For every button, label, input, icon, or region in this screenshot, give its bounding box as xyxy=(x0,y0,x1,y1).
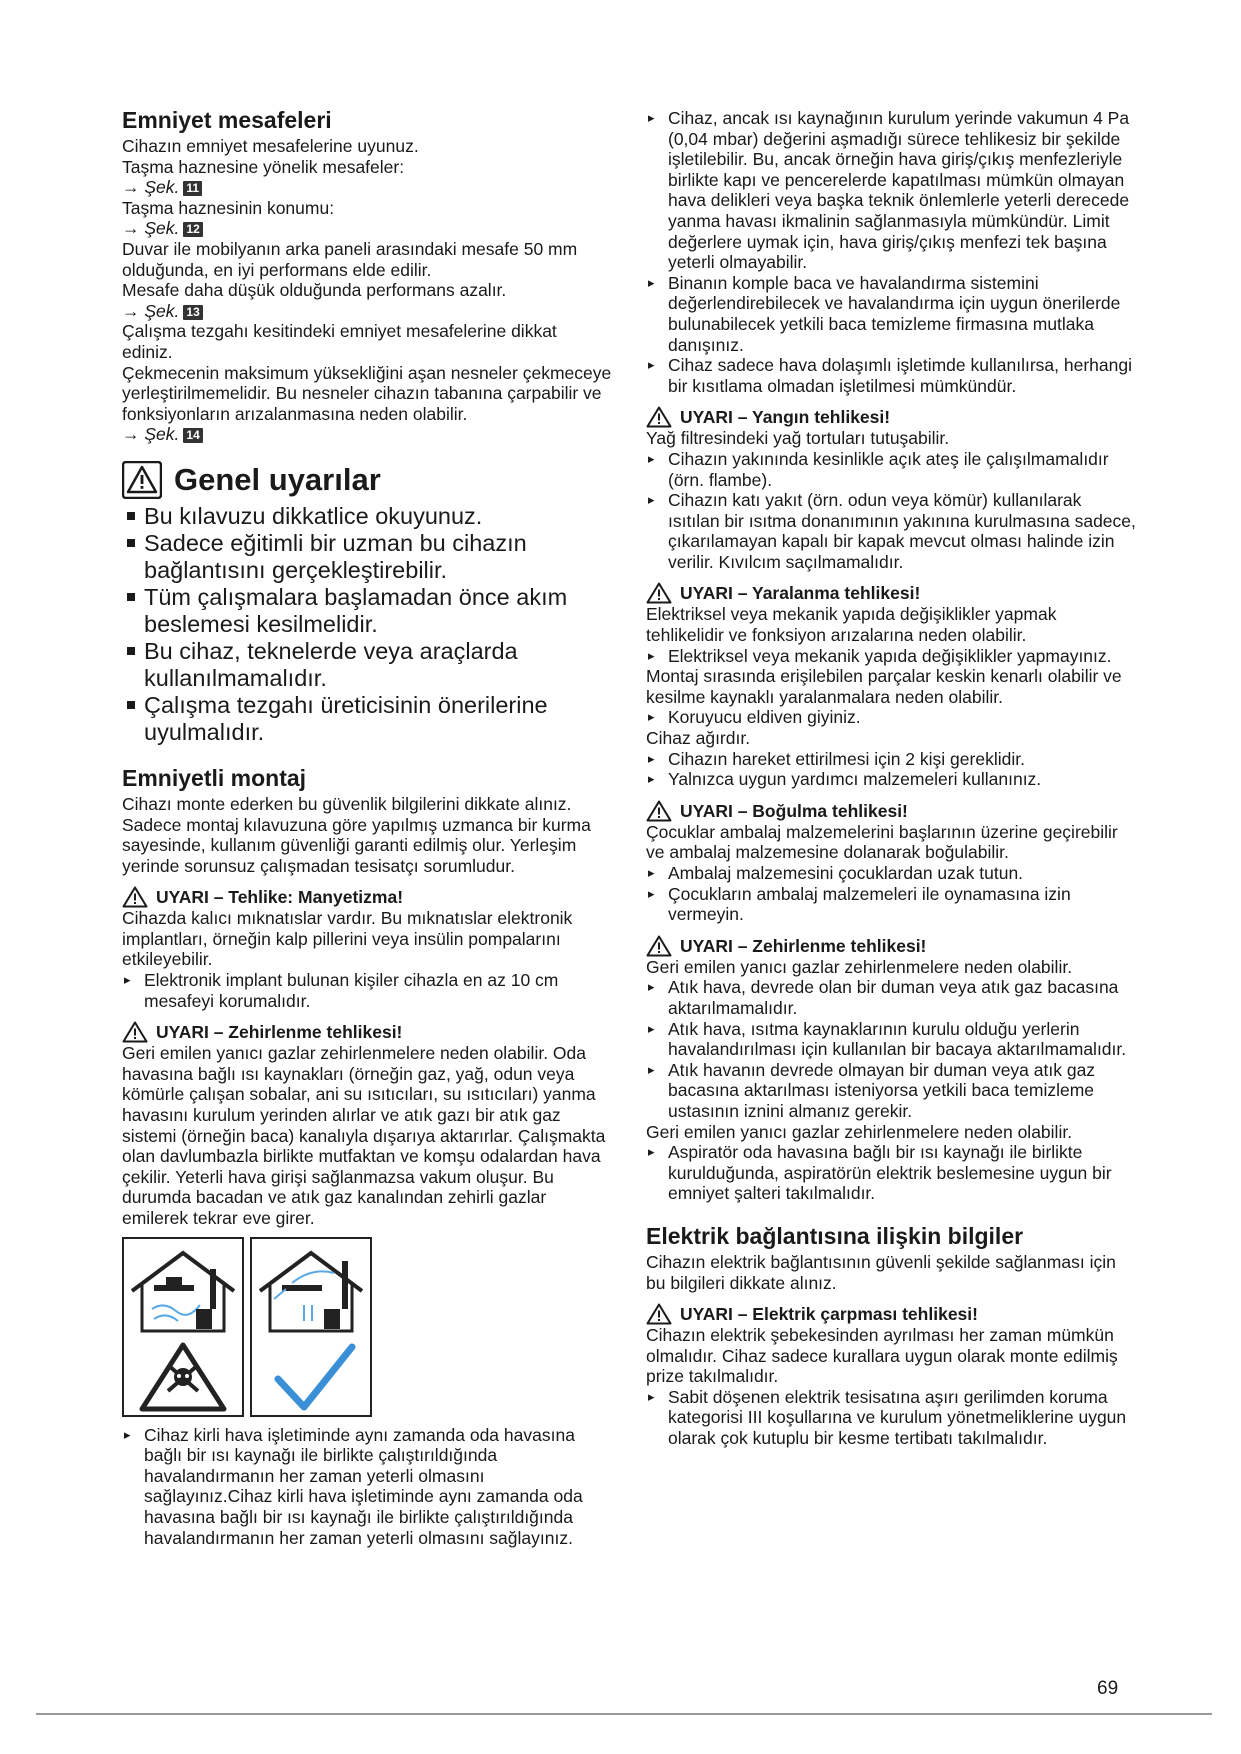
list-item: Tüm çalışmalara başlamadan önce akım beslemesi kesilmelidir. xyxy=(122,584,612,638)
text: Duvar ile mobilyanın arka paneli arasındaki mesafe 50 mm olduğunda, en iyi performans elde edilir. xyxy=(122,238,578,280)
page-number: 69 xyxy=(1097,1678,1119,1699)
bullet-item: ▸ Elektriksel veya mekanik yapıda değişiklikler yapmayınız. xyxy=(646,646,1136,667)
text: Taşma haznesine yönelik mesafeler: xyxy=(122,156,405,177)
figure-number: 13 xyxy=(183,305,202,320)
text: Cihazda kalıcı mıknatıslar vardır. Bu mıknatıslar elektronik implantları, örneğin kalp pillerini veya insülin pompalarını etkileyebilir. xyxy=(122,908,573,970)
text: Çekmecenin maksimum yüksekliğini aşan nesneler çekmeceye yerleştirilmemelidir. Bu nesneler cihazın tabanına çarpabilir ve fonksiyonların arızalanmasına neden olabilir. xyxy=(122,362,612,424)
footer-divider xyxy=(36,1713,1212,1715)
text: Geri emilen yanıcı gazlar zehirlenmelere neden olabilir. xyxy=(646,1121,1073,1142)
section-title-electrical: Elektrik bağlantısına ilişkin bilgiler xyxy=(646,1222,1024,1249)
text: Yağ filtresindeki yağ tortuları tutuşabilir. xyxy=(646,428,950,449)
text: Çocuklar ambalaj malzemelerini başlarının üzerine geçirebilir ve ambalaj malzemesine dolanarak boğulabilir. xyxy=(646,821,1118,863)
bullet-item: ▸ Yalnızca uygun yardımcı malzemeleri kullanınız. xyxy=(646,769,1136,790)
section-title-safe-mounting: Emniyetli montaj xyxy=(122,764,307,791)
text: Geri emilen yanıcı gazlar zehirlenmelere neden olabilir. xyxy=(646,956,1073,977)
text: Mesafe daha düşük olduğunda performans azalır. xyxy=(122,280,507,301)
figure-wrong-installation xyxy=(122,1237,244,1417)
list-item: Çalışma tezgahı üreticisinin önerilerine uyulmalıdır. xyxy=(122,692,612,746)
warning-heading-fire: UYARI – Yangın tehlikesi! xyxy=(646,406,1136,428)
text: Cihazı monte ederken bu güvenlik bilgilerini dikkate alınız. xyxy=(122,793,572,814)
warning-heading-injury: UYARI – Yaralanma tehlikesi! xyxy=(646,582,1136,604)
list-item: Sadece eğitimli bir uzman bu cihazın bağlantısını gerçekleştirebilir. xyxy=(122,530,612,584)
bullet-item: ▸ Koruyucu eldiven giyiniz. xyxy=(646,707,1136,728)
warning-triangle-icon xyxy=(122,1021,148,1043)
warning-triangle-icon xyxy=(646,935,672,957)
figure-correct-installation xyxy=(250,1237,372,1417)
figure-number: 14 xyxy=(183,428,202,443)
list-item: Bu kılavuzu dikkatlice okuyunuz. xyxy=(122,503,612,530)
bullet-item: ▸ Atık hava, ısıtma kaynaklarının kurulu olduğu yerlerin havalandırılması için kullanılan bir bacaya aktarılmamalıdır. xyxy=(646,1019,1136,1060)
warning-book-icon xyxy=(122,461,162,499)
general-warnings-heading xyxy=(122,461,612,499)
figure-ref: → Şek. 13 xyxy=(122,301,612,322)
bullet-item: ▸ Aspiratör oda havasına bağlı bir ısı kaynağı ile birlikte kurulduğunda, aspiratörün elektrik beslemesine uygun bir emniyet şalteri takılmalıdır. xyxy=(646,1142,1136,1204)
text: Taşma haznesinin konumu: xyxy=(122,197,335,218)
general-warnings-title: Genel uyarılar xyxy=(174,461,381,497)
warning-heading-poisoning: UYARI – Zehirlenme tehlikesi! xyxy=(646,935,1136,957)
warning-triangle-icon xyxy=(122,886,148,908)
text: Cihazın elektrik bağlantısının güvenli şekilde sağlanması için bu bilgileri dikkate alınız. xyxy=(646,1251,1116,1293)
warning-triangle-icon xyxy=(646,800,672,822)
warning-heading: UYARI – Zehirlenme tehlikesi! xyxy=(122,1021,612,1043)
text: Montaj sırasında erişilebilen parçalar keskin kenarlı olabilir ve kesilme kaynaklı yaralanmalara neden olabilir. xyxy=(646,666,1122,707)
bullet-item: ▸ Cihazın yakınında kesinlikle açık ateş ile çalışılmamalıdır (örn. flambe). xyxy=(646,449,1136,490)
warning-heading-suffocation: UYARI – Boğulma tehlikesi! xyxy=(646,800,1136,822)
bullet-item: ▸ Cihazın hareket ettirilmesi için 2 kişi gereklidir. xyxy=(646,749,1136,770)
text: Geri emilen yanıcı gazlar zehirlenmelere neden olabilir. Oda havasına bağlı ısı kaynakları (örneğin gaz, yağ, odun veya kömürle çalışan sobalar, ani su ısıtıcıları, su ısıtıcıları) yanma havasını kurulum yerinden alırlar ve atık gazı bir atık gaz sistemi (örneğin baca) kanalıyla dışarıya aktarırlar. Çalışmakta olan davlumbazla birlikte mutfaktan ve komşu odalardan hava çekilir. Yeterli hava girişi sağlanmazsa vakum oluşur. Bu durumda bacadan ve atık gaz kanalından zehirli gazlar emilerek tekrar eve girer. xyxy=(122,1043,606,1228)
bullet-item: ▸ Elektronik implant bulunan kişiler cihazla en az 10 cm mesafeyi korumalıdır. xyxy=(122,970,612,1011)
bullet-item: ▸ Cihaz, ancak ısı kaynağının kurulum yerinde vakumun 4 Pa (0,04 mbar) değerini aşmadığı sürece tehlikesiz bir şekilde işletilebilir. Bu, ancak örneğin hava giriş/çıkış menfezleriyle birlikte kapı ve pencerelerde kapatılması mümkün olmayan hava delikleri veya başka teknik önlemlerle yeterli derecede yanma havası ikmalinin sağlanmasıyla mümkündür. Limit değerlere uymak için, hava giriş/çıkış menfezi tek başına yeterli olmayabilir. xyxy=(646,108,1136,273)
figure-ref: → Şek. 11 xyxy=(122,177,612,198)
ventilation-figures xyxy=(122,1237,612,1417)
bullet-item: ▸ Cihazın katı yakıt (örn. odun veya kömür) kullanılarak ısıtılan bir ısıtma donanımının yakınına kurulmasına sadece, çıkarılamayan kapalı bir kapak mevcut olması halinde izin verilir. Kıvılcım saçılmamalıdır. xyxy=(646,490,1136,572)
text: Cihazın emniyet mesafelerine uyunuz. xyxy=(122,136,419,156)
list-item: Bu cihaz, teknelerde veya araçlarda kullanılmamalıdır. xyxy=(122,638,612,692)
left-column xyxy=(122,106,612,1548)
text: Cihaz ağırdır. xyxy=(646,728,751,749)
bullet-item: ▸ Sabit döşenen elektrik tesisatına aşırı gerilimden koruma kategorisi III koşullarına ve kurulum yönetmeliklerine uygun olarak çok kutuplu bir kesme tertibatı takılmalıdır. xyxy=(646,1387,1136,1449)
figure-ref: → Şek. 14 xyxy=(122,424,612,445)
warning-heading-electric: UYARI – Elektrik çarpması tehlikesi! xyxy=(646,1303,1136,1325)
figure-number: 11 xyxy=(183,181,202,196)
bullet-item: ▸ Çocukların ambalaj malzemeleri ile oynamasına izin vermeyin. xyxy=(646,884,1136,925)
bullet-item: ▸ Binanın komple baca ve havalandırma sistemini değerlendirebilecek ve havalandırma için uygun önerilerde bulunabilecek yetkili baca temizleme firmasına mutlaka danışınız. xyxy=(646,273,1136,355)
warning-triangle-icon xyxy=(646,582,672,604)
warning-triangle-icon xyxy=(646,406,672,428)
text: Cihazın elektrik şebekesinden ayrılması her zaman mümkün olmalıdır. Cihaz sadece kurallara uygun olarak monte edilmiş prize takılmalıdır. xyxy=(646,1325,1118,1387)
text: Sadece montaj kılavuzuna göre yapılmış uzmanca bir kurma sayesinde, kullanım güvenliği garanti edilmiş olur. Yerleşim yerinde sorunsuz çalışmadan tesisatçı sorumludur. xyxy=(122,814,591,876)
bullet-item: ▸ Ambalaj malzemesini çocuklardan uzak tutun. xyxy=(646,863,1136,884)
warning-heading: UYARI – Tehlike: Manyetizma! xyxy=(122,886,612,908)
text: Elektriksel veya mekanik yapıda değişiklikler yapmak tehlikelidir ve fonksiyon arızalarına neden olabilir. xyxy=(646,604,1057,646)
figure-ref: → Şek. 12 xyxy=(122,218,612,239)
right-column xyxy=(646,108,1136,1449)
bullet-item: ▸ Atık havanın devrede olmayan bir duman veya atık gaz bacasına aktarılması isteniyorsa yetkili baca temizleme ustasının iznini almanız gerekir. xyxy=(646,1060,1136,1122)
bullet-item: ▸ Cihaz kirli hava işletiminde aynı zamanda oda havasına bağlı bir ısı kaynağı ile birlikte çalıştırıldığında havalandırmanın her zaman yeterli olmasını sağlayınız.Cihaz kirli hava işletiminde aynı zamanda oda havasına bağlı bir ısı kaynağı ile birlikte çalıştırıldığında havalandırmanın her zaman yeterli olmasını sağlayınız. xyxy=(122,1425,612,1549)
warning-triangle-icon xyxy=(646,1303,672,1325)
bullet-item: ▸ Cihaz sadece hava dolaşımlı işletimde kullanılırsa, herhangi bir kısıtlama olmadan işletilmesi mümkündür. xyxy=(646,355,1136,396)
figure-number: 12 xyxy=(183,222,202,237)
bullet-item: ▸ Atık hava, devrede olan bir duman veya atık gaz bacasına aktarılmamalıdır. xyxy=(646,977,1136,1018)
section-title-safety-distances: Emniyet mesafeleri xyxy=(122,107,332,133)
text: Çalışma tezgahı kesitindeki emniyet mesafelerine dikkat ediniz. xyxy=(122,321,557,362)
